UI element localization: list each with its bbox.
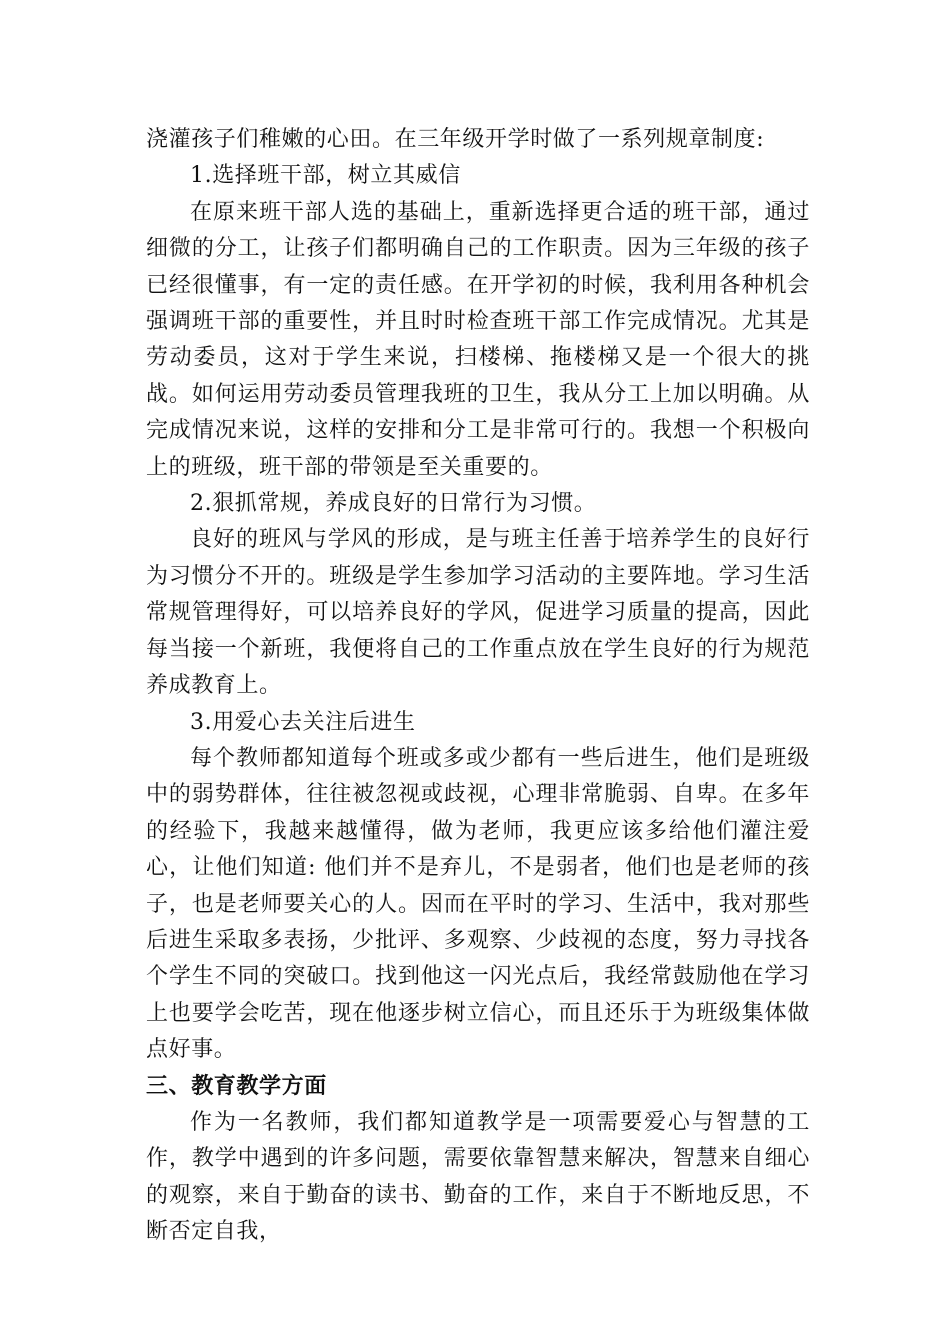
paragraph-care-for-students: 每个教师都知道每个班或多或少都有一些后进生，他们是班级中的弱势群体，往往被忽视或歧视，心理非常脆弱、自卑。在多年的经验下，我越来越懂得，做为老师，我更应该多给他们灌注爱心，让他们知道: 他们并不是弃儿，不是弱者，他们也是老师的孩子，也是老师要关心的人。因而在平时的学习、生活中，我对那些后进生采取多表扬，少批评、多观察、少歧视的态度，努力寻找各个学生不同的突破口。找到他这一闪光点后，我经常鼓励他在学习上也要学会吃苦，现在他逐步树立信心，而且还乐于为班级集体做点好事。 <box>146 745 810 1063</box>
list-item-select-class-leaders: 1.选择班干部，树立其威信 <box>190 163 461 189</box>
document-body <box>146 122 810 1251</box>
paragraph-teaching: 作为一名教师，我们都知道教学是一项需要爱心与智慧的工作，教学中遇到的许多问题，需要依靠智慧来解决，智慧来自细心的观察，来自于勤奋的读书、勤奋的工作，来自于不断地反思，不断否定自我， <box>146 1109 810 1245</box>
paragraph-class-leaders: 在原来班干部人选的基础上，重新选择更合适的班干部，通过细微的分工，让孩子们都明确自己的工作职责。因为三年级的孩子已经很懂事，有一定的责任感。在开学初的时候，我利用各种机会强调班干部的重要性，并且时时检查班干部工作完成情况。尤其是劳动委员，这对于学生来说，扫楼梯、拖楼梯又是一个很大的挑战。如何运用劳动委员管理我班的卫生，我从分工上加以明确。从完成情况来说，这样的安排和分工是非常可行的。我想一个积极向上的班级，班干部的带领是至关重要的。 <box>146 199 810 480</box>
paragraph-intro: 浇灌孩子们稚嫩的心田。在三年级开学时做了一系列规章制度: <box>146 127 765 152</box>
list-item-care-for-students: 3.用爱心去关注后进生 <box>190 709 416 735</box>
list-item-routine-habits: 2.狠抓常规，养成良好的日常行为习惯。 <box>190 491 597 517</box>
section-heading-teaching: 三、教育教学方面 <box>146 1073 327 1099</box>
paragraph-routine-habits: 良好的班风与学风的形成，是与班主任善于培养学生的良好行为习惯分不开的。班级是学生参加学习活动的主要阵地。学习生活常规管理得好，可以培养良好的学风，促进学习质量的提高，因此每当接一个新班，我便将自己的工作重点放在学生良好的行为规范养成教育上。 <box>146 527 810 699</box>
